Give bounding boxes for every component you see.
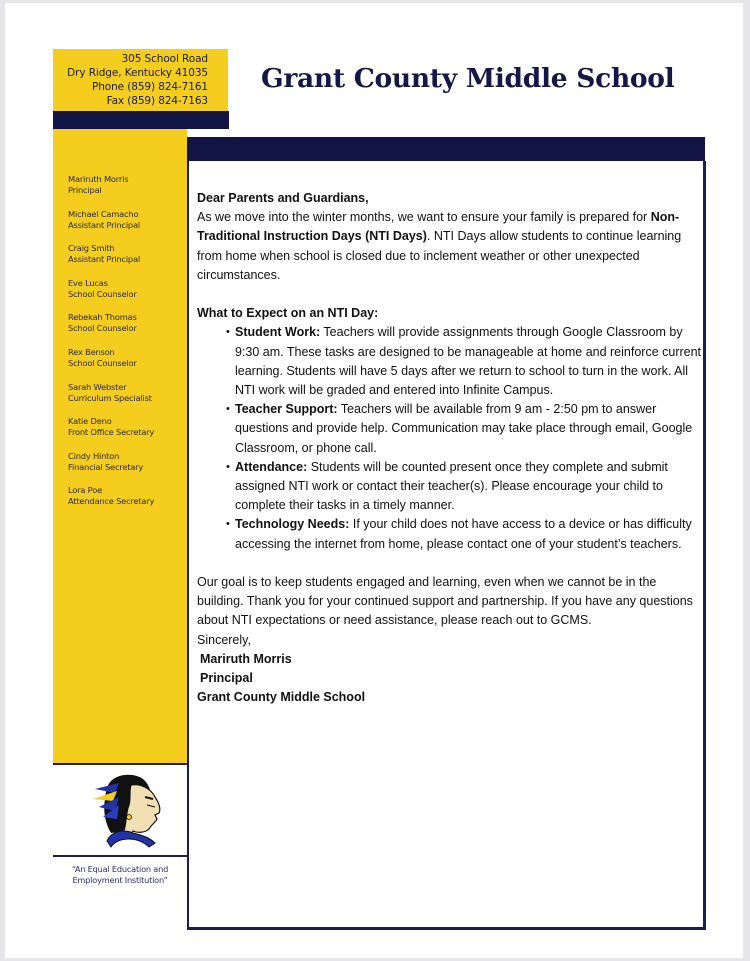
staff-title: School Counselor (68, 323, 137, 334)
section-heading: What to Expect on an NTI Day: (197, 306, 379, 321)
address-fax: Fax (859) 824-7163 (106, 95, 208, 107)
staff-title: Attendance Secretary (68, 496, 155, 507)
staff-name: Sarah Webster (68, 381, 127, 392)
staff-item (68, 278, 154, 300)
staff-item (68, 451, 154, 473)
staff-item (68, 312, 154, 334)
bullet-text: Students will be counted present once they complete and submit assigned NTI work or contact their teacher(s). Please encourage your child to complete their tasks in a timely manner. (235, 459, 668, 513)
bullet-text: Teachers will provide assignments through Google Classroom by 9:30 am. These tasks are designed to be manageable at home and reinforce current learning. Students will have 5 days after we return to school to turn in the work. All NTI work will be graded and entered into Infinite Campus. (235, 325, 702, 398)
staff-title: School Counselor (68, 357, 137, 368)
address-street: 305 School Road (121, 53, 208, 65)
school-address (67, 52, 208, 108)
sign-off: Sincerely, (197, 632, 251, 647)
staff-title: School Counselor (68, 288, 137, 299)
staff-name: Katie Deno (68, 416, 112, 427)
staff-item (68, 209, 154, 231)
staff-item (68, 416, 154, 438)
staff-name: Rebekah Thomas (68, 312, 137, 323)
address-block (53, 49, 228, 111)
staff-item (68, 347, 154, 369)
bullet-label: Technology Needs: (235, 517, 350, 532)
list-item (227, 400, 702, 458)
staff-title: Financial Secretary (68, 461, 144, 472)
staff-title: Principal (68, 185, 102, 195)
list-item (227, 515, 702, 553)
intro-highlight: Non-Traditional Instruction Days (NTI Days) (197, 210, 680, 244)
staff-name: Michael Camacho (68, 208, 139, 219)
bullet-text: If your child does not have access to a device or has difficulty accessing the internet from home, please contact one of your student’s teachers. (235, 517, 692, 551)
logo-divider-bottom (53, 855, 187, 857)
staff-list (68, 174, 154, 520)
staff-title: Assistant Principal (68, 254, 140, 265)
staff-item (68, 174, 154, 196)
staff-title: Front Office Secretary (68, 427, 155, 438)
signer-title: Principal (200, 671, 253, 686)
intro-text: As we move into the winter months, we want to ensure your family is prepared for (197, 210, 651, 225)
content-header-band (187, 137, 705, 161)
staff-item (68, 243, 154, 265)
staff-sidebar (53, 129, 187, 763)
signer-school: Grant County Middle School (197, 690, 366, 705)
intro-paragraph (197, 208, 702, 285)
address-phone: Phone (859) 824-7161 (92, 81, 208, 93)
staff-name: Cindy Hinton (68, 450, 120, 461)
list-item (227, 458, 702, 516)
staff-item (68, 382, 154, 404)
bullet-label: Attendance: (235, 459, 308, 474)
expectations-list (197, 323, 702, 553)
letter-panel (187, 161, 706, 930)
bullet-text: Teachers will be available from 9 am - 2:50 pm to answer questions and provide help. Communication may take place through email, Google Classroom, or phone call. (235, 402, 693, 455)
mascot-logo-icon (89, 771, 165, 849)
staff-name: Eve Lucas (68, 277, 108, 288)
greeting: Dear Parents and Guardians, (197, 191, 369, 205)
letter-body (197, 189, 702, 707)
address-city: Dry Ridge, Kentucky 41035 (67, 67, 208, 79)
motto (53, 864, 187, 886)
staff-name: Rex Benson (68, 346, 115, 357)
staff-title: Assistant Principal (68, 219, 140, 230)
signer-name: Mariruth Morris (200, 651, 292, 666)
staff-item (68, 485, 154, 507)
staff-title: Curriculum Specialist (68, 392, 152, 403)
staff-name: Lora Poe (68, 485, 102, 496)
bullet-label: Student Work: (235, 325, 321, 340)
school-title: Grant County Middle School (261, 63, 675, 94)
motto-line: “An Equal Education and (71, 864, 169, 874)
staff-name: Mariruth Morris (68, 174, 129, 184)
bullet-label: Teacher Support: (235, 402, 338, 417)
logo-divider-top (53, 763, 187, 765)
letterhead-page (5, 3, 743, 958)
motto-line: Employment Institution” (72, 875, 168, 885)
intro-text: . NTI Days allow students to continue learning from home when school is closed due to inclement weather or other unexpected circumstances. (197, 229, 682, 282)
staff-name: Craig Smith (68, 243, 115, 254)
list-item (227, 323, 702, 400)
closing-paragraph: Our goal is to keep students engaged and learning, even when we cannot be in the building. Thank you for your continued support and partnership. If you have any questions about NTI expectations or need assistance, please reach out to GCMS. (197, 575, 693, 628)
sidebar-navy-band (53, 111, 229, 129)
